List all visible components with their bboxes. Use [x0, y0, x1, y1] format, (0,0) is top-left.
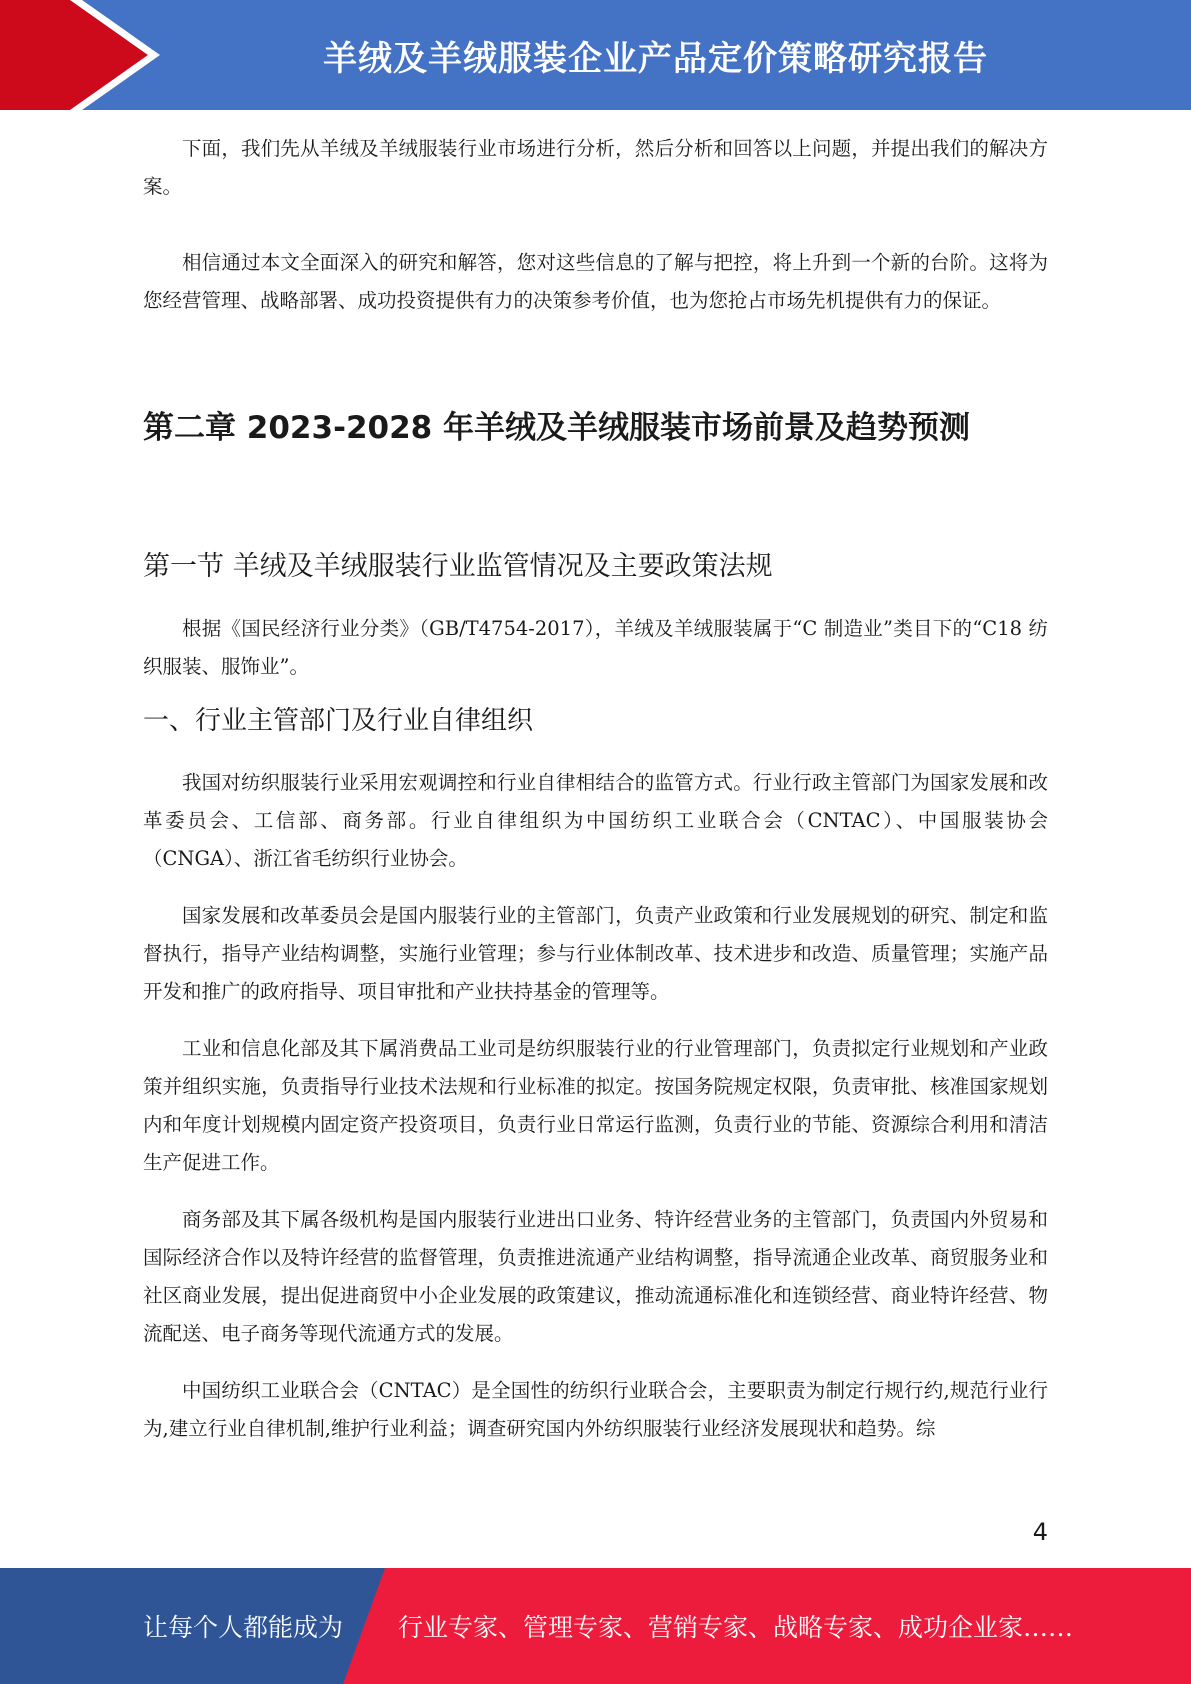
section-intro-paragraph: 根据《国民经济行业分类》（GB/T4754-2017），羊绒及羊绒服装属于“C 制造业”类目下的“C18 纺织服装、服饰业”。 — [143, 617, 1048, 678]
intro-paragraph-2: 相信通过本文全面深入的研究和解答，您对这些信息的了解与把控，将上升到一个新的台阶。这将为您经营管理、战略部署、成功投资提供有力的决策参考价值，也为您抢占市场先机提供有力的保证。 — [143, 251, 1048, 312]
header-red-chevron — [0, 0, 148, 110]
page-body — [143, 130, 1048, 1448]
page-footer — [0, 1568, 1191, 1684]
chapter-title: 第二章 2023-2028 年羊绒及羊绒服装市场前景及趋势预测 — [143, 410, 971, 446]
page-number: 4 — [1032, 1518, 1048, 1546]
section-title: 第一节 羊绒及羊绒服装行业监管情况及主要政策法规 — [143, 551, 773, 582]
report-title: 羊绒及羊绒服装企业产品定价策略研究报告 — [323, 38, 988, 79]
body-paragraph-3: 工业和信息化部及其下属消费品工业司是纺织服装行业的行业管理部门，负责拟定行业规划和产业政策并组织实施，负责指导行业技术法规和行业标准的拟定。按国务院规定权限，负责审批、核准国家规划内和年度计划规模内固定资产投资项目，负责行业日常运行监测，负责行业的节能、资源综合利用和清洁生产促进工作。 — [143, 1037, 1048, 1174]
footer-slogan-right: 行业专家、管理专家、营销专家、战略专家、成功企业家…… — [398, 1613, 1074, 1642]
body-paragraph-5: 中国纺织工业联合会（CNTAC）是全国性的纺织行业联合会，主要职责为制定行规行约,规范行业行为,建立行业自律机制,维护行业利益；调查研究国内外纺织服装行业经济发展现状和趋势。综 — [143, 1379, 1048, 1440]
body-paragraph-4: 商务部及其下属各级机构是国内服装行业进出口业务、特许经营业务的主管部门，负责国内外贸易和国际经济合作以及特许经营的监督管理，负责推进流通产业结构调整，指导流通企业改革、商贸服务业和社区商业发展，提出促进商贸中小企业发展的政策建议，推动流通标准化和连锁经营、商业特许经营、物流配送、电子商务等现代流通方式的发展。 — [143, 1208, 1048, 1345]
subsection-title: 一、行业主管部门及行业自律组织 — [143, 706, 534, 736]
intro-paragraph-1: 下面，我们先从羊绒及羊绒服装行业市场进行分析，然后分析和回答以上问题，并提出我们的解决方案。 — [143, 137, 1048, 198]
body-paragraph-1: 我国对纺织服装行业采用宏观调控和行业自律相结合的监管方式。行业行政主管部门为国家发展和改革委员会、工信部、商务部。行业自律组织为中国纺织工业联合会（CNTAC）、中国服装协会（CNGA）、浙江省毛纺织行业协会。 — [143, 771, 1048, 870]
body-paragraph-2: 国家发展和改革委员会是国内服装行业的主管部门，负责产业政策和行业发展规划的研究、制定和监督执行，指导产业结构调整，实施行业管理；参与行业体制改革、技术进步和改造、质量管理；实施产品开发和推广的政府指导、项目审批和产业扶持基金的管理等。 — [143, 904, 1048, 1003]
page-header — [0, 0, 1191, 110]
footer-slogan-left: 让每个人都能成为 — [143, 1613, 344, 1642]
